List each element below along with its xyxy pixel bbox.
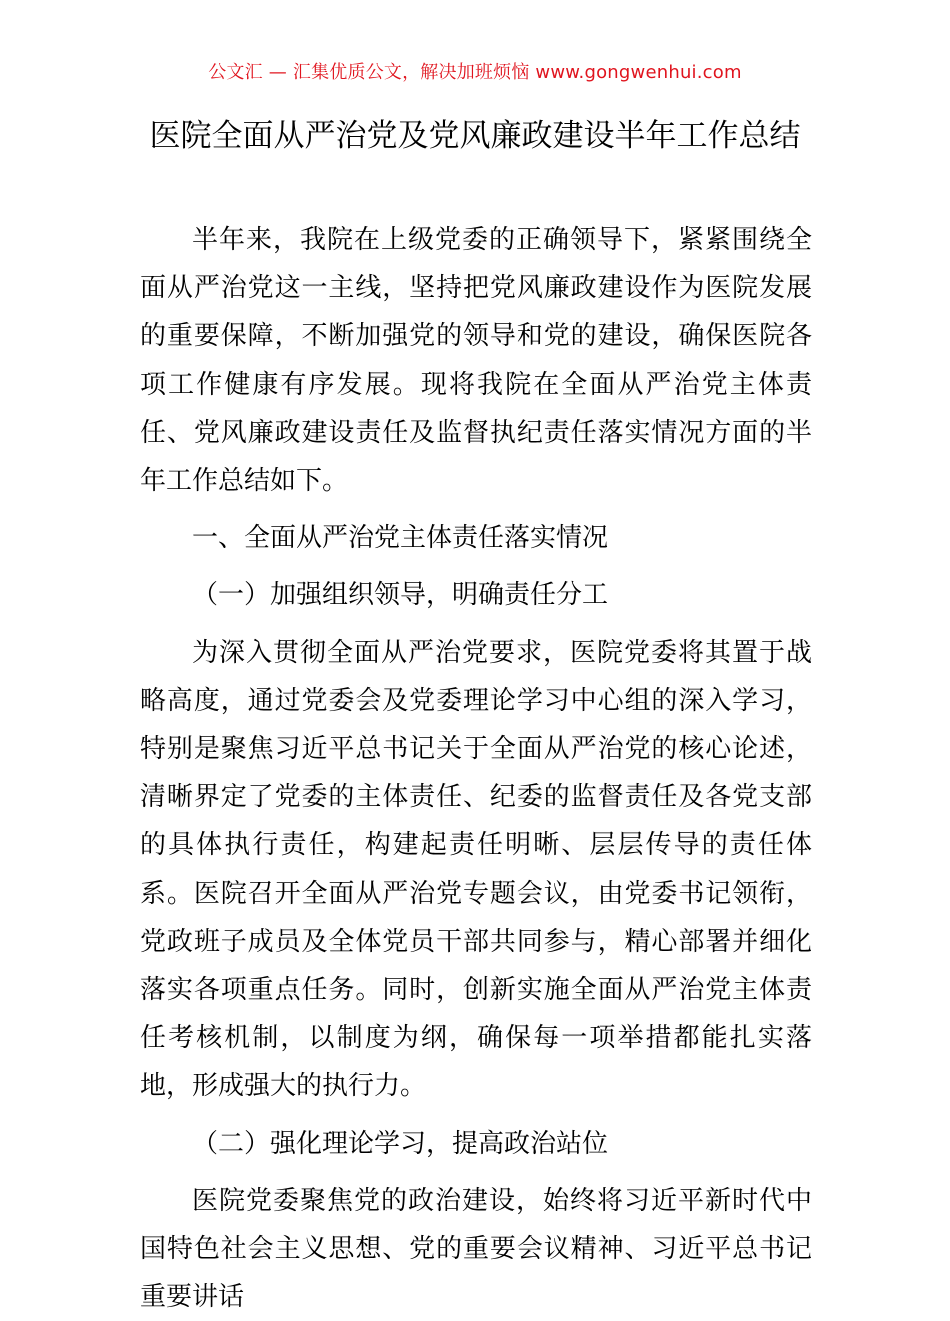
- subsection-2-paragraph: 医院党委聚焦党的政治建设，始终将习近平新时代中国特色社会主义思想、党的重要会议精神、习近平总书记重要讲话: [140, 1185, 812, 1313]
- document-title: 医院全面从严治党及党风廉政建设半年工作总结: [149, 118, 801, 154]
- header-banner[interactable]: 公文汇 — 汇集优质公文，解决加班烦恼 www.gongwenhui.com: [208, 62, 742, 83]
- subsection-heading-2: （二）强化理论学习，提高政治站位: [192, 1128, 609, 1159]
- intro-paragraph: 半年来，我院在上级党委的正确领导下，紧紧围绕全面从严治党这一主线，坚持把党风廉政建设作为医院发展的重要保障，不断加强党的领导和党的建设，确保医院各项工作健康有序发展。现将我院在全面从严治党主体责任、党风廉政建设责任及监督执纪责任落实情况方面的半年工作总结如下。: [140, 225, 812, 497]
- document-body: [140, 216, 812, 1321]
- subsection-1-paragraph: 为深入贯彻全面从严治党要求，医院党委将其置于战略高度，通过党委会及党委理论学习中心组的深入学习，特别是聚焦习近平总书记关于全面从严治党的核心论述，清晰界定了党委的主体责任、纪委的监督责任及各党支部的具体执行责任，构建起责任明晰、层层传导的责任体系。医院召开全面从严治党专题会议，由党委书记领衔，党政班子成员及全体党员干部共同参与，精心部署并细化落实各项重点任务。同时，创新实施全面从严治党主体责任考核机制，以制度为纲，确保每一项举措都能扎实落地，形成强大的执行力。: [140, 637, 812, 1102]
- subsection-heading-1: （一）加强组织领导，明确责任分工: [192, 580, 609, 611]
- section-heading-1: 一、全面从严治党主体责任落实情况: [192, 523, 609, 554]
